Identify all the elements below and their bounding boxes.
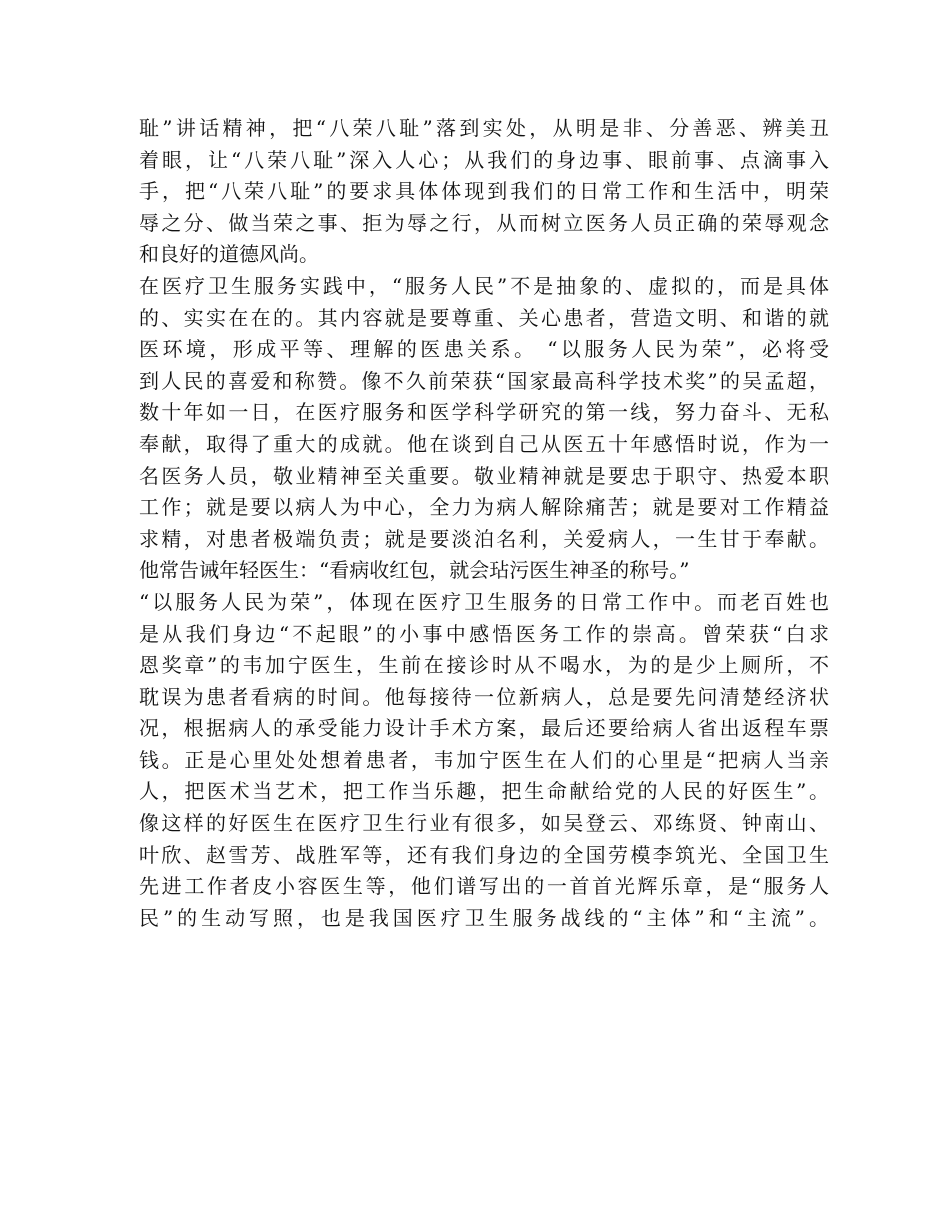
text-line: 人，把医术当艺术，把工作当乐趣，把生命献给党的人民的好医生”。 (139, 779, 829, 804)
text-line: 奉献，取得了重大的成就。他在谈到自己从医五十年感悟时说，作为一 (139, 431, 829, 456)
text-line: 辱之分、做当荣之事、拒为辱之行，从而树立医务人员正确的荣辱观念 (139, 210, 829, 235)
text-line: 和良好的道德风尚。 (139, 242, 319, 267)
text-line: 着眼，让“八荣八耻”深入人心；从我们的身边事、眼前事、点滴事入 (139, 147, 829, 172)
body-text (139, 113, 829, 934)
text-line: 是从我们身边“不起眼”的小事中感悟医务工作的崇高。曾荣获“白求 (139, 621, 829, 646)
text-line: 工作；就是要以病人为中心，全力为病人解除痛苦；就是要对工作精益 (139, 495, 829, 520)
text-line: 在医疗卫生服务实践中，“服务人民”不是抽象的、虚拟的，而是具体 (139, 273, 829, 298)
text-line: 耻”讲话精神，把“八荣八耻”落到实处，从明是非、分善恶、辨美丑 (139, 116, 829, 140)
text-line: “以服务人民为荣”，体现在医疗卫生服务的日常工作中。而老百姓也 (139, 589, 829, 614)
text-line: 叶欣、赵雪芳、战胜军等，还有我们身边的全国劳模李筑光、全国卫生 (139, 842, 829, 867)
text-line: 医环境，形成平等、理解的医患关系。 “以服务人民为荣”，必将受 (139, 337, 829, 362)
text-line: 先进工作者皮小容医生等，他们谱写出的一首首光辉乐章，是“服务人 (139, 874, 829, 899)
text-line: 耽误为患者看病的时间。他每接待一位新病人，总是要先问清楚经济状 (139, 684, 829, 709)
text-line: 像这样的好医生在医疗卫生行业有很多，如吴登云、邓练贤、钟南山、 (139, 811, 829, 836)
text-line: 手，把“八荣八耻”的要求具体体现到我们的日常工作和生活中，明荣 (139, 179, 829, 204)
text-line: 数十年如一日，在医疗服务和医学科学研究的第一线，努力奋斗、无私 (139, 400, 829, 425)
text-line: 的、实实在在的。其内容就是要尊重、关心患者，营造文明、和谐的就 (139, 305, 829, 330)
text-line: 民”的生动写照，也是我国医疗卫生服务战线的“主体”和“主流”。 (139, 905, 829, 930)
text-line: 况，根据病人的承受能力设计手术方案，最后还要给病人省出返程车票 (139, 716, 829, 741)
text-line: 求精，对患者极端负责；就是要淡泊名利，关爱病人，一生甘于奉献。 (139, 526, 829, 551)
text-line: 他常告诫年轻医生：“看病收红包，就会玷污医生神圣的称号。” (139, 558, 690, 583)
text-line: 名医务人员，敬业精神至关重要。敬业精神就是要忠于职守、热爱本职 (139, 463, 829, 488)
text-line: 恩奖章”的韦加宁医生，生前在接诊时从不喝水，为的是少上厕所，不 (139, 653, 829, 678)
text-line: 钱。正是心里处处想着患者，韦加宁医生在人们的心里是“把病人当亲 (139, 747, 829, 772)
text-line: 到人民的喜爱和称赞。像不久前荣获“国家最高科学技术奖”的吴孟超， (139, 368, 829, 393)
